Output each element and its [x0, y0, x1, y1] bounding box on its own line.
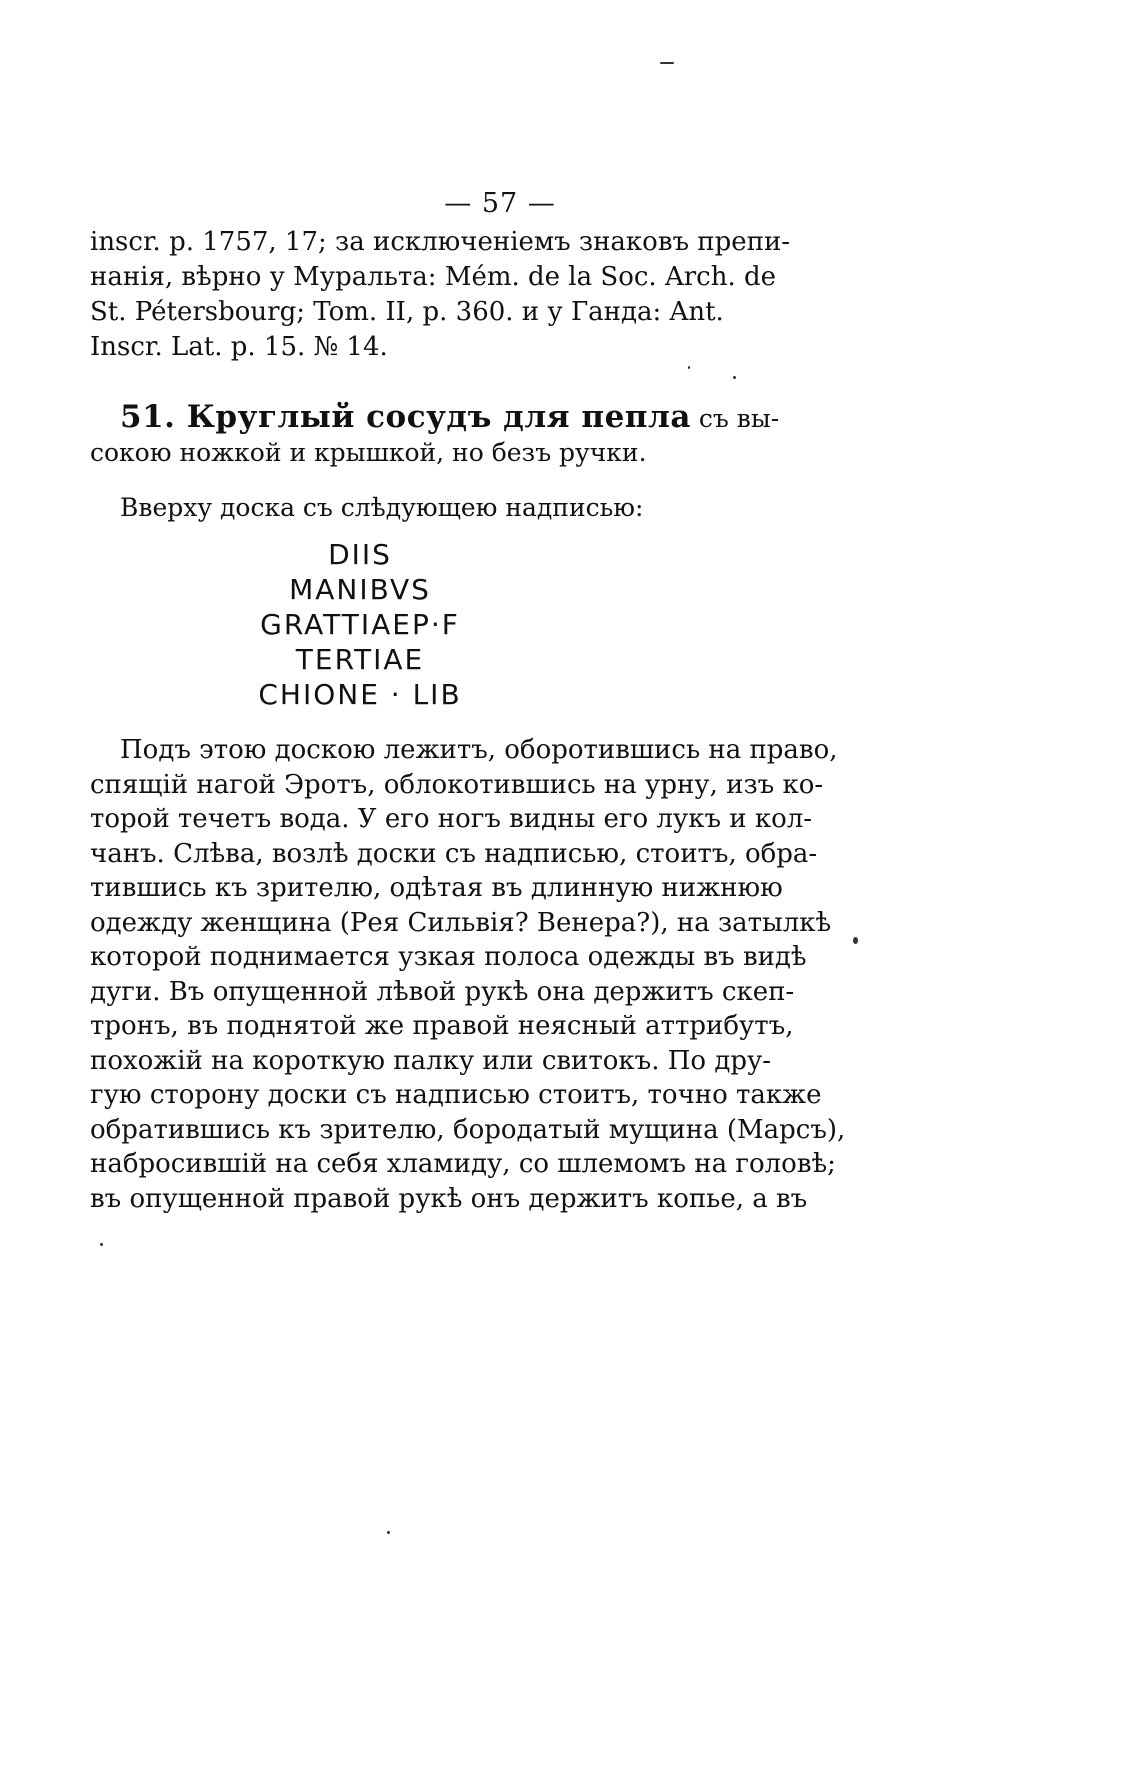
entry-heading — [120, 399, 780, 435]
intro-text: Вверху доска съ слѣдующею надписью: — [120, 493, 644, 522]
description-paragraph — [90, 733, 846, 1216]
description-line: дуги. Въ опущенной лѣвой рукѣ она держитъ скеп- — [90, 976, 795, 1007]
inscription-line: DIIS — [328, 538, 392, 571]
description-line: набросившій на себя хламиду, со шлемомъ на головѣ; — [90, 1149, 836, 1179]
description-line: похожій на короткую палку или свитокъ. По дру- — [90, 1045, 772, 1076]
description-line: тившись къ зрителю, одѣтая въ длинную нижнюю — [90, 873, 783, 903]
scan-speck — [100, 1243, 103, 1246]
description-line: спящій нагой Эротъ, облокотившись на урну, изъ ко- — [90, 769, 824, 800]
description-line: Подъ этою доскою лежитъ, оборотившись на право, — [120, 735, 838, 765]
page-number: — 57 — — [444, 188, 556, 219]
intro-paragraph — [120, 490, 680, 525]
reference-paragraph — [90, 225, 791, 365]
description-line: которой поднимается узкая полоса одежды въ видѣ — [90, 942, 807, 972]
scan-speck — [387, 1531, 390, 1534]
description-line: торой течетъ вода. У его ногъ видны его лукъ и кол- — [90, 804, 813, 834]
description-line: обратившись къ зрителю, бородатый мущина (Марсъ), — [90, 1114, 846, 1145]
reference-line: Inscr. Lat. p. 15. № 14. — [90, 332, 388, 362]
latin-inscription — [0, 537, 720, 712]
entry-heading-continuation — [90, 435, 686, 470]
inscription-line: CHIONE · LIB — [258, 678, 462, 711]
entry-subtitle: сокою ножкой и крышкой, но безъ ручки. — [90, 438, 647, 467]
scan-speck — [733, 376, 736, 379]
description-line: чанъ. Слѣва, возлѣ доски съ надписью, стоитъ, обра- — [90, 838, 818, 869]
reference-line: inscr. p. 1757, 17; за исключеніемъ знаковъ препи- — [90, 227, 791, 257]
description-line: гую сторону доски съ надписью стоитъ, точно также — [90, 1080, 822, 1110]
reference-line: St. Pétersbourg; Tom. II, p. 360. и у Ганда: Ant. — [90, 297, 724, 327]
entry-title-rest: съ вы- — [690, 404, 780, 433]
reference-line: нанія, вѣрно у Муральта: Mém. de la Soc. Arch. de — [90, 262, 777, 292]
inscription-line: GRATTIAEP·F — [260, 608, 460, 641]
inscription-line: TERTIAE — [295, 643, 425, 676]
scan-speck — [688, 366, 690, 369]
entry-title: 51. Круглый сосудъ для пепла — [120, 399, 691, 435]
entry-heading-line — [120, 399, 780, 435]
description-line: въ опущенной правой рукѣ онъ держитъ копье, а въ — [90, 1183, 808, 1214]
description-line: одежду женщина (Рея Сильвія? Венера?), на затылкѣ — [90, 907, 832, 938]
scan-speck — [853, 937, 858, 944]
description-line: тронъ, въ поднятой же правой неясный аттрибутъ, — [90, 1011, 794, 1041]
inscription-line: MANIBVS — [289, 573, 431, 606]
scan-speck — [660, 62, 674, 64]
